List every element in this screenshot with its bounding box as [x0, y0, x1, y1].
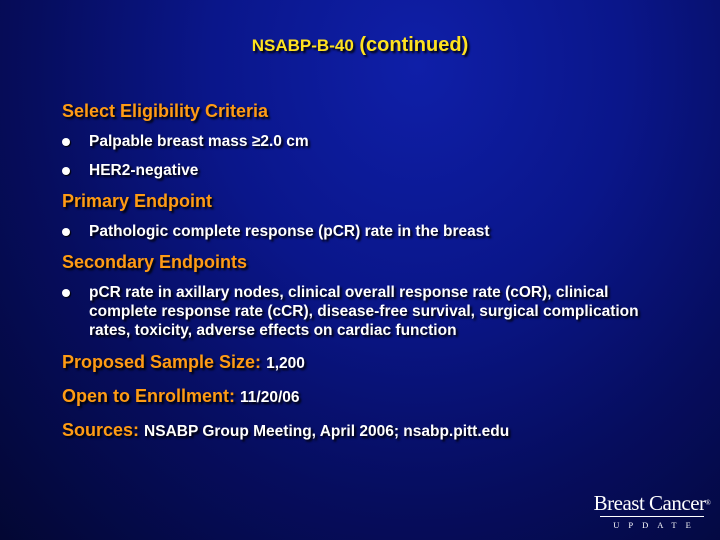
bullet-text: pCR rate in axillary nodes, clinical overall response rate (cOR), clinical complete response rate (cCR), disease-free survival, surgical complication rates, toxicity, adverse effects on cardiac function — [89, 284, 639, 339]
breast-cancer-update-logo — [592, 492, 712, 530]
enrollment-label: Open to Enrollment: — [62, 386, 235, 406]
list-item — [62, 161, 682, 180]
bullet-icon — [62, 167, 70, 175]
bullet-icon — [62, 289, 70, 297]
bullet-icon — [62, 228, 70, 236]
sources-line — [62, 419, 682, 443]
sources-label: Sources: — [62, 420, 140, 440]
sample-size-value: 1,200 — [266, 355, 305, 372]
title-suffix: (continued) — [359, 34, 469, 56]
logo-wordmark — [592, 492, 712, 514]
bullet-text: Pathologic complete response (pCR) rate in the breast — [89, 223, 490, 240]
sample-size-label: Proposed Sample Size: — [62, 352, 262, 372]
enrollment-value: 11/20/06 — [240, 389, 300, 406]
bullet-text: Palpable breast mass ≥2.0 cm — [89, 133, 309, 150]
eligibility-heading: Select Eligibility Criteria — [62, 101, 269, 121]
list-item — [62, 132, 682, 151]
list-item — [62, 283, 649, 340]
bullet-text: HER2-negative — [89, 162, 199, 179]
bullet-icon — [62, 138, 70, 146]
sources-value: NSABP Group Meeting, April 2006; nsabp.pitt.edu — [144, 423, 510, 440]
registered-mark: ® — [705, 499, 711, 507]
slide-content — [62, 100, 682, 443]
secondary-endpoints-heading: Secondary Endpoints — [62, 252, 248, 272]
primary-endpoint-heading: Primary Endpoint — [62, 191, 213, 211]
logo-divider — [600, 516, 704, 517]
logo-subtitle: UPDATE — [613, 520, 700, 530]
title-main: NSABP-B-40 — [251, 36, 354, 55]
slide-title — [0, 34, 720, 57]
sample-size-line — [62, 351, 682, 375]
list-item — [62, 222, 682, 241]
enrollment-line — [62, 385, 682, 409]
logo-main-text: Breast Cancer — [593, 491, 706, 515]
